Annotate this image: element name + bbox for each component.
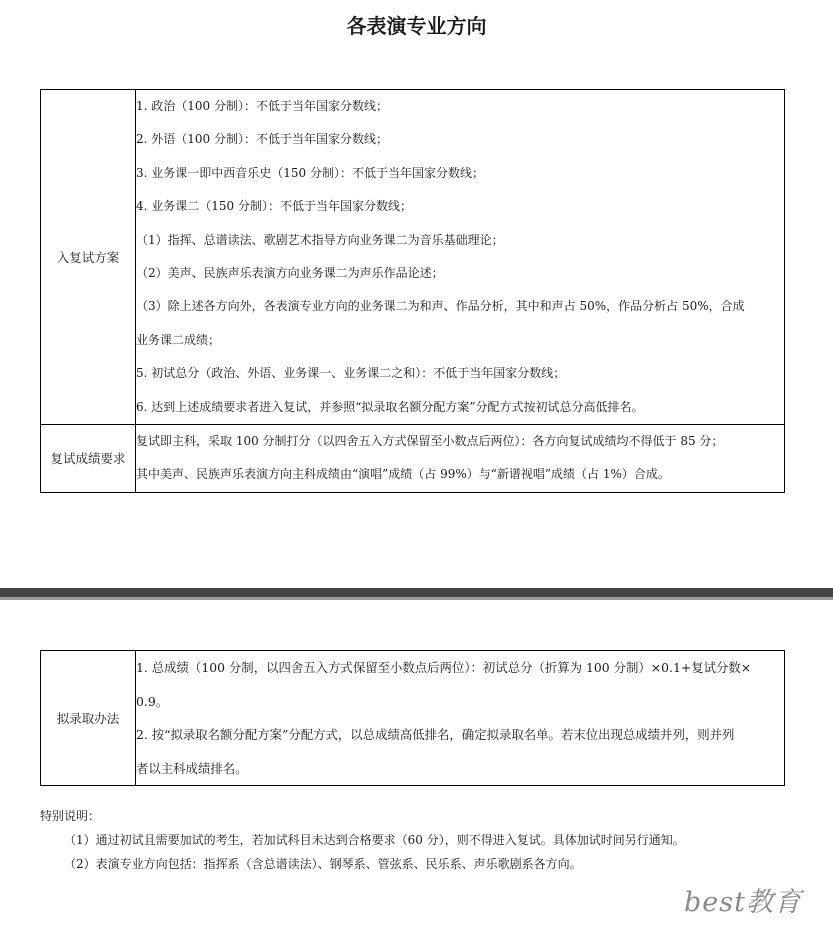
watermark-logo: best教育 — [684, 887, 802, 918]
text-line: 1. 政治（100 分制）：不低于当年国家分数线； — [136, 99, 388, 113]
special-notes — [40, 804, 685, 876]
text-line: （3）除上述各方向外，各表演专业方向的业务课二为和声、作品分析，其中和声占 50%，作品分析占 50%，合成 — [136, 299, 745, 314]
row-label: 拟录取办法 — [41, 651, 136, 786]
row-content — [136, 424, 785, 492]
text-line: 2. 外语（100 分制）：不低于当年国家分数线； — [136, 132, 388, 147]
text-line: 其中美声、民族声乐表演方向主科成绩由“演唱”成绩（占 99%）与“新谱视唱”成绩（占 1%）合成。 — [136, 467, 670, 482]
row-content — [136, 651, 785, 786]
text-line: 3. 业务课一即中西音乐史（150 分制）：不低于当年国家分数线； — [136, 165, 484, 180]
text-line: 5. 初试总分（政治、外语、业务课一、业务课二之和）：不低于当年国家分数线； — [136, 366, 566, 381]
note-item: （1）通过初试且需要加试的考生，若加试科目未达到合格要求（60 分），则不得进入复试。具体加试时间另行通知。 — [64, 833, 685, 847]
text-line: 4. 业务课二（150 分制）：不低于当年国家分数线； — [136, 199, 412, 214]
table-row — [41, 424, 785, 492]
notes-title: 特别说明： — [40, 809, 101, 823]
text-line: 业务课二成绩； — [136, 332, 221, 347]
text-line: 复试即主科，采取 100 分制打分（以四舍五入方式保留至小数点后两位）：各方向复试成绩均不得低于 85 分； — [136, 433, 724, 448]
text-line: 者以主科成绩排名。 — [136, 760, 248, 776]
table-row — [41, 90, 785, 425]
admission-method-table — [40, 650, 785, 786]
text-line: 2. 按“拟录取名额分配方案”分配方式，以总成绩高低排名，确定拟录取名单。若末位出现总成绩并列，则并列 — [136, 727, 735, 742]
row-content — [136, 90, 785, 425]
table-row — [41, 651, 785, 786]
row-label: 入复试方案 — [41, 90, 136, 425]
page-separator-shadow — [0, 597, 833, 600]
note-item: （2）表演专业方向包括：指挥系（含总谱读法）、钢琴系、管弦系、民乐系、声乐歌剧系各方向。 — [64, 857, 582, 871]
text-line: 1. 总成绩（100 分制，以四舍五入方式保留至小数点后两位）：初试总分（折算为 100 分制）×0.1+复试分数× — [136, 660, 752, 675]
page-separator — [0, 588, 833, 597]
text-line: 6. 达到上述成绩要求者进入复试，并参照“拟录取名额分配方案”分配方式按初试总分高低排名。 — [136, 399, 644, 414]
text-line: （1）指挥、总谱读法、歌剧艺术指导方向业务课二为音乐基础理论； — [136, 232, 504, 247]
row-label: 复试成绩要求 — [41, 424, 136, 492]
page-title: 各表演专业方向 — [346, 14, 487, 38]
text-line: 0.9。 — [136, 693, 169, 709]
admission-rules-table — [40, 89, 785, 493]
text-line: （2）美声、民族声乐表演方向业务课二为声乐作品论述； — [136, 265, 444, 280]
